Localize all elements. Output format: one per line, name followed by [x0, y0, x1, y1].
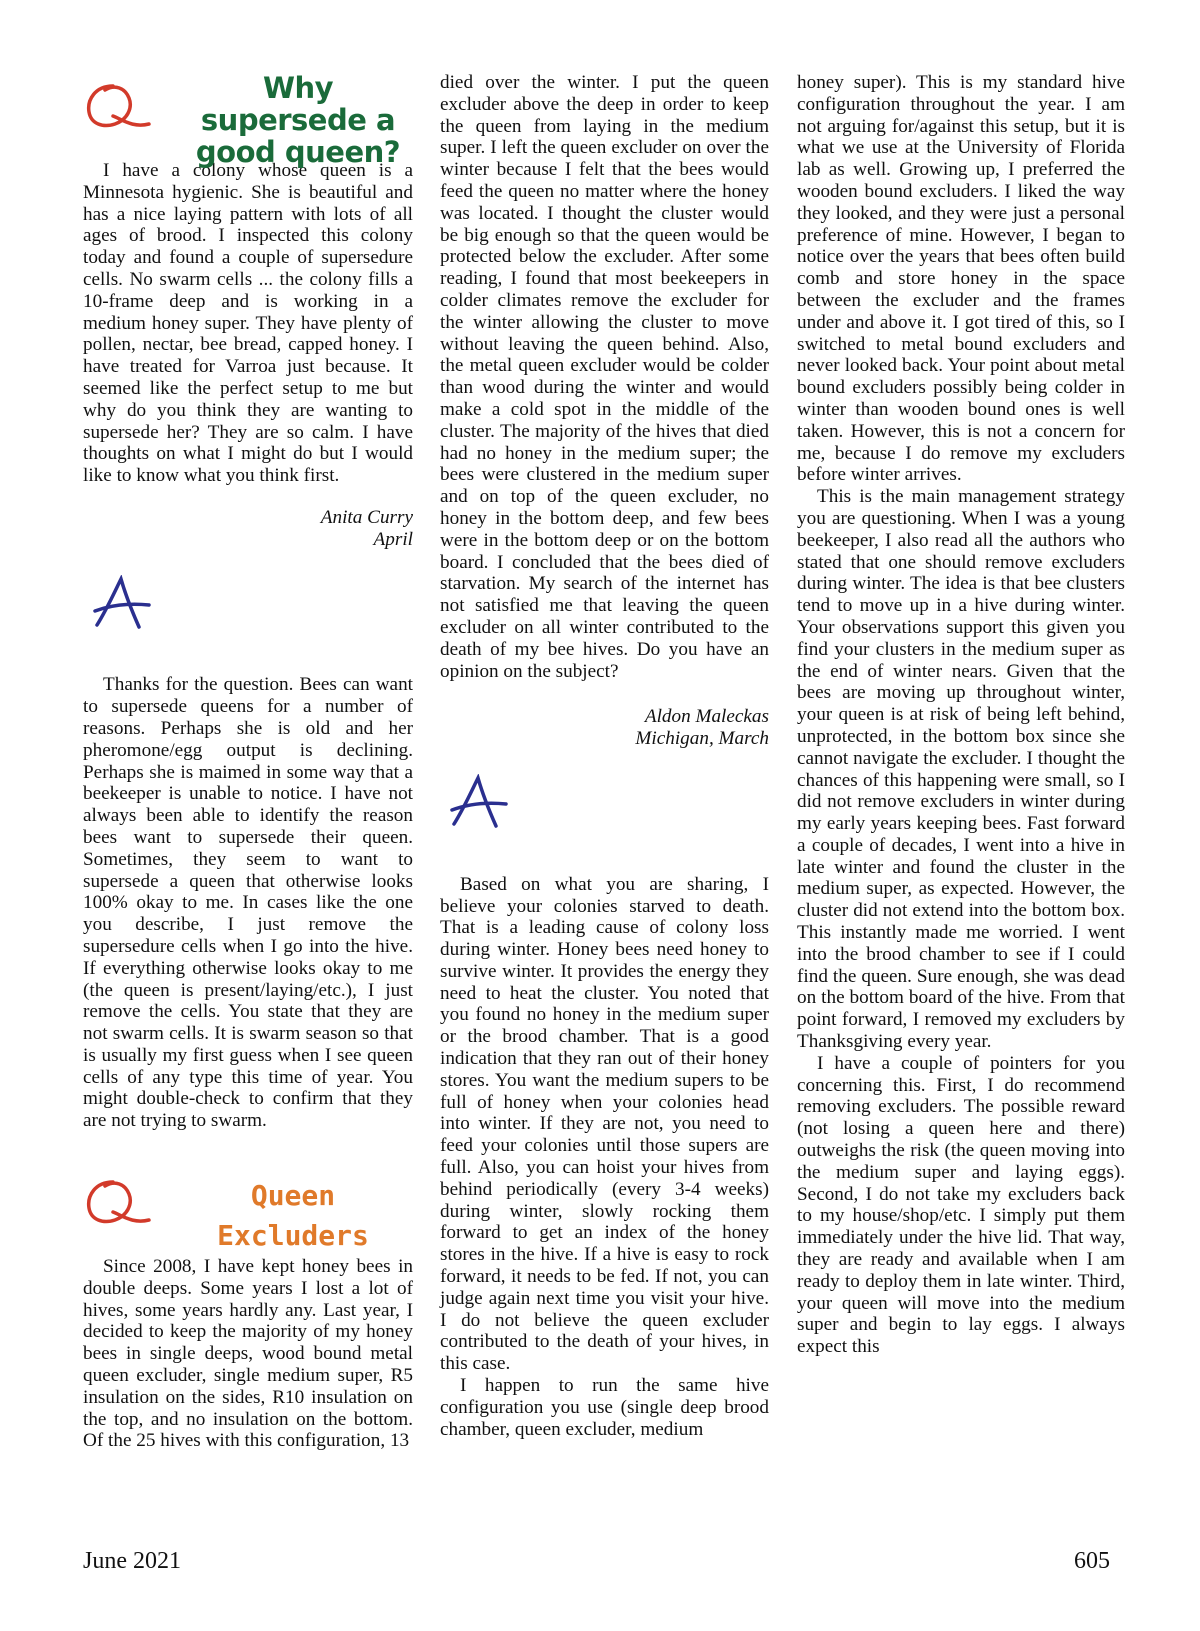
- question-2-body-part-1: Since 2008, I have kept honey bees in double deeps. Some years I lost a lot of hives, some years hardly any. Last year, I decided to keep the majority of my honey bees in single deeps, wood bound metal queen excluder, single medium super, R5 insulation on the sides, R10 insulation on the top, and no insulation on the bottom. Of the 25 hives with this configuration, 13: [83, 1256, 413, 1452]
- answer-2-paragraph-2-part-1: I happen to run the same hive configuration you use (single deep brood chamber, queen excluder, medium: [440, 1375, 769, 1440]
- question-1-title-line-2: good queen?: [195, 135, 401, 169]
- a-letter-icon: [91, 575, 151, 631]
- q-letter-icon: [83, 80, 153, 134]
- column-1: [83, 72, 413, 1452]
- signature-name: Aldon Maleckas: [644, 706, 769, 728]
- answer-2-paragraph-4: I have a couple of pointers for you concerning this. First, I do recommend removing excluders. The possible reward (not losing a queen here and there) outweighs the risk (the queen moving into the medium super and laying eggs). Second, I do not take my excluders back to my house/shop/etc. I simply put them immediately under the hive lid. That way, they are ready and available when I am ready to deploy them in late winter. Third, your queen will move into the medium super and begin to lay eggs. I always expect this: [797, 1052, 1125, 1358]
- question-1-title: [183, 72, 413, 168]
- page-number: 605: [1074, 1548, 1110, 1574]
- signature-place: April: [373, 528, 413, 550]
- question-1-title-line-1: Why supersede a: [200, 71, 396, 137]
- answer-2-paragraph-3: This is the main management strategy you are questioning. When I was a young beekeeper, I also read all the authors who stated that one should remove excluders during winter. The idea is that bee clusters tend to move up in a hive during winter. Your observations support this given you find your clusters in the medium super as the end of winter nears. Given that the bees are moving up throughout winter, your queen is at risk of being left behind, unprotected, in the bottom box since she cannot navigate the excluder. I thought the chances of this happening were small, so I did not remove excluders in winter during my early years keeping bees. Fast forward a couple of decades, I went into a hive in late winter and found the cluster in the medium super, as expected. However, the cluster did not extend into the bottom box. This instantly made me worried. I went into the brood chamber to see if I could find the queen. Sure enough, she was dead on the bottom board of the hive. From that point forward, I removed my excluders by Thanksgiving every year.: [797, 486, 1125, 1053]
- column-3: [797, 72, 1125, 1358]
- a-letter-icon: [448, 774, 508, 830]
- signature-name: Anita Curry: [320, 506, 413, 528]
- answer-2-paragraph-1: Based on what you are sharing, I believe your colonies starved to death. That is a leading cause of colony loss during winter. Honey bees need honey to survive winter. It provides the energy they need to heat the cluster. You noted that you found no honey in the medium super or the brood chamber. That is a good indication that they ran out of their honey stores. You want the medium supers to be full of honey when your colonies head into winter. If they are not, you need to feed your colonies until those supers are full. Also, you can hoist your hives from behind periodically (every 3-4 weeks) during winter, slowly rocking them forward to get an index of the honey stores in the hive. If a hive is easy to rock forward, it needs to be fed. If not, you can judge again next time you visit your hive. I do not believe the queen excluder contributed to the death of your hives, in this case.: [440, 873, 769, 1375]
- question-1-body: I have a colony whose queen is a Minnesota hygienic. She is beautiful and has a nice laying pattern with lots of all ages of brood. I inspected this colony today and found a couple of supersedure cells. No swarm cells ... the colony fills a 10-frame deep and is working in a medium honey super. They have plenty of pollen, nectar, bee bread, capped honey. I have treated for Varroa just because. It seemed like the perfect setup to me but why do you think they are wanting to supersede her? They are so calm. I have thoughts on what I might do but I would like to know what you think first.: [83, 160, 413, 487]
- question-1-signature: [83, 507, 413, 551]
- question-2-title: [193, 1176, 393, 1256]
- signature-place: Michigan, March: [635, 728, 769, 750]
- question-2-title-line-2: Excluders: [217, 1219, 369, 1253]
- question-2-signature: [440, 706, 769, 750]
- footer-date: June 2021: [83, 1548, 181, 1574]
- q-letter-icon: [83, 1176, 153, 1230]
- question-2-heading: [83, 1168, 413, 1256]
- column-2: [440, 72, 769, 1440]
- question-1-heading: [83, 71, 413, 169]
- question-2-title-line-1: Queen: [250, 1179, 336, 1213]
- answer-2-paragraph-2-part-2: honey super). This is my standard hive configuration throughout the year. I am not arguing for/against this setup, but it is what we use at the University of Florida lab as well. Growing up, I preferred the wooden bound excluders. I liked the way they looked, and they were just a personal preference of mine. However, I began to notice over the years that bees often build comb and store honey in the space between the excluder and the frames under and above it. I got tired of this, so I switched to metal bound excluders and never looked back. Your point about metal bound excluders possibly being colder in winter than wooden bound ones is well taken. However, this is not a concern for me, because I do remove my excluders before winter arrives.: [797, 72, 1125, 486]
- answer-1-body: Thanks for the question. Bees can want to supersede queens for a number of reasons. Perhaps she is old and her pheromone/egg output is declining. Perhaps she is maimed in some way that a beekeeper is unable to notice. I have not always been able to identify the reason bees want to supersede their queen. Sometimes, they seem to want to supersede a queen that otherwise looks 100% okay to me. In cases like the one you describe, I just remove the supersedure cells when I go into the hive. If everything otherwise looks okay to me (the queen is present/laying/etc.), I just remove the cells. You state that they are not swarm cells. It is swarm season so that is usually my first guess when I see queen cells of any type this time of year. You might double-check to confirm that they are not trying to swarm.: [83, 674, 413, 1132]
- question-2-body-part-2: died over the winter. I put the queen excluder above the deep in order to keep the queen from laying in the medium super. I left the queen excluder on over the winter because I felt that the bees would feed the queen no matter where the honey was located. I thought the cluster would be big enough so that the queen would be protected below the excluder. After some reading, I found that most beekeepers in colder climates remove the excluder for the winter allowing the cluster to move without leaving the queen behind. Also, the metal queen excluder would be colder than wood during the winter and would make a cold spot in the middle of the cluster. The majority of the hives that died had no honey in the medium super; the bees were clustered in the medium super and on top of the queen excluder, no honey in the bottom deep, and few bees were in the bottom deep or on the bottom board. I concluded that the bees died of starvation. My search of the internet has not satisfied me that leaving the queen excluder on all winter contributed to the death of my bee hives. Do you have an opinion on the subject?: [440, 72, 769, 682]
